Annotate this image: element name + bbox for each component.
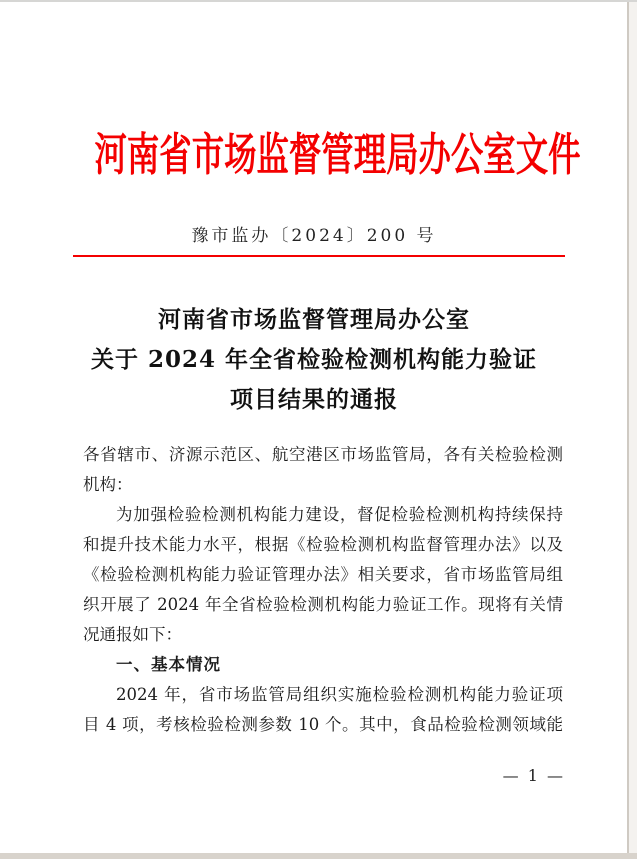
body-text-line: 和提升技术能力水平，根据《检验检测机构监督管理办法》以及 — [83, 535, 563, 554]
body-text-line: 各省辖市、济源示范区、航空港区市场监管局，各有关检验检测 — [83, 445, 563, 464]
document-title-line-3: 项目结果的通报 — [230, 386, 398, 413]
body-text-line: 织开展了 2024 年全省检验检测机构能力验证工作。现将有关情 — [83, 595, 563, 614]
body-text-line: 《检验检测机构能力验证管理办法》相关要求，省市场监管局组 — [83, 565, 563, 584]
red-letterhead — [0, 126, 628, 184]
page-border-top — [0, 0, 637, 2]
body-text-line: 目 4 项，考核检验检测参数 10 个。其中，食品检验检测领域能 — [83, 715, 563, 734]
page-number: — 1 — — [502, 766, 565, 785]
body-text-line: 况通报如下： — [83, 625, 182, 644]
body-text-line: 2024 年，省市场监管局组织实施检验检测机构能力验证项 — [116, 685, 563, 704]
page-border-right — [627, 2, 637, 853]
red-divider-line — [73, 255, 565, 257]
document-title — [0, 300, 628, 420]
document-body — [83, 440, 563, 740]
page-border-bottom — [0, 853, 637, 859]
document-number: 豫市监办〔2024〕200 号 — [191, 226, 437, 246]
document-title-line-2: 关于 2024 年全省检验检测机构能力验证 — [90, 346, 538, 373]
document-title-line-1: 河南省市场监督管理局办公室 — [158, 306, 470, 333]
letterhead-title: 河南省市场监督管理局办公室文件 — [94, 128, 581, 181]
section-heading: 一、基本情况 — [116, 655, 221, 674]
body-text-line: 机构： — [83, 475, 133, 494]
body-text-line: 为加强检验检测机构能力建设，督促检验检测机构持续保持 — [116, 505, 563, 524]
